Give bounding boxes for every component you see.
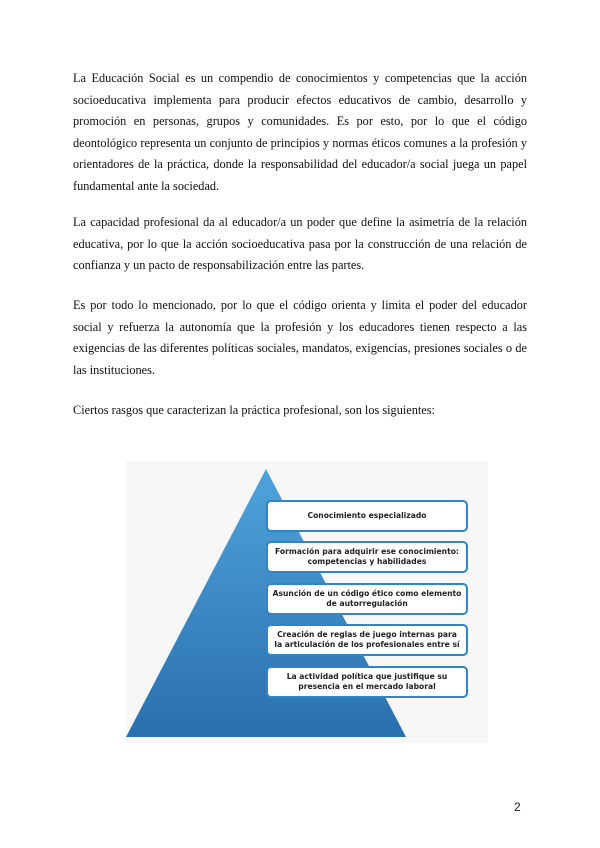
paragraph-professional-capacity: La capacidad profesional da al educador/a un poder que define la asimetría de la relación educativa, por lo que la acción socioeducativa pasa por la construcción de una relación de confianza y un pacto de responsabilización entre las partes. (73, 215, 527, 273)
pyramid-level-1: Conocimiento especializado (266, 500, 468, 532)
paragraph-code-autonomy: Es por todo lo mencionado, por lo que el código orienta y limita el poder del educador social y refuerza la autonomía que la profesión y los educadores tienen respecto a las exigencias de las diferentes políticas sociales, mandatos, exigencias, presiones sociales o de las instituciones. (73, 298, 527, 377)
pyramid-level-2: Formación para adquirir ese conocimiento: competencias y habilidades (266, 541, 468, 573)
pyramid-level-5: La actividad política que justifique su presencia en el mercado laboral (266, 666, 468, 698)
pyramid-figure (126, 461, 488, 743)
page-number: 2 (514, 800, 521, 814)
pyramid-level-4: Creación de reglas de juego internas para la articulación de los profesionales entre sí (266, 624, 468, 656)
pyramid-level-3: Asunción de un código ético como elemento de autorregulación (266, 583, 468, 615)
paragraph-intro: La Educación Social es un compendio de conocimientos y competencias que la acción socioeducativa implementa para producir efectos educativos de cambio, desarrollo y promoción en personas, grupos y comunidades. Es por esto, por lo que el código deontológico representa un conjunto de principios y normas éticos comunes a la profesión y orientadores de la práctica, donde la responsabilidad del educador/a social juega un papel fundamental ante la sociedad. (73, 71, 527, 193)
paragraph-traits-lead: Ciertos rasgos que caracterizan la práctica profesional, son los siguientes: (73, 403, 435, 417)
